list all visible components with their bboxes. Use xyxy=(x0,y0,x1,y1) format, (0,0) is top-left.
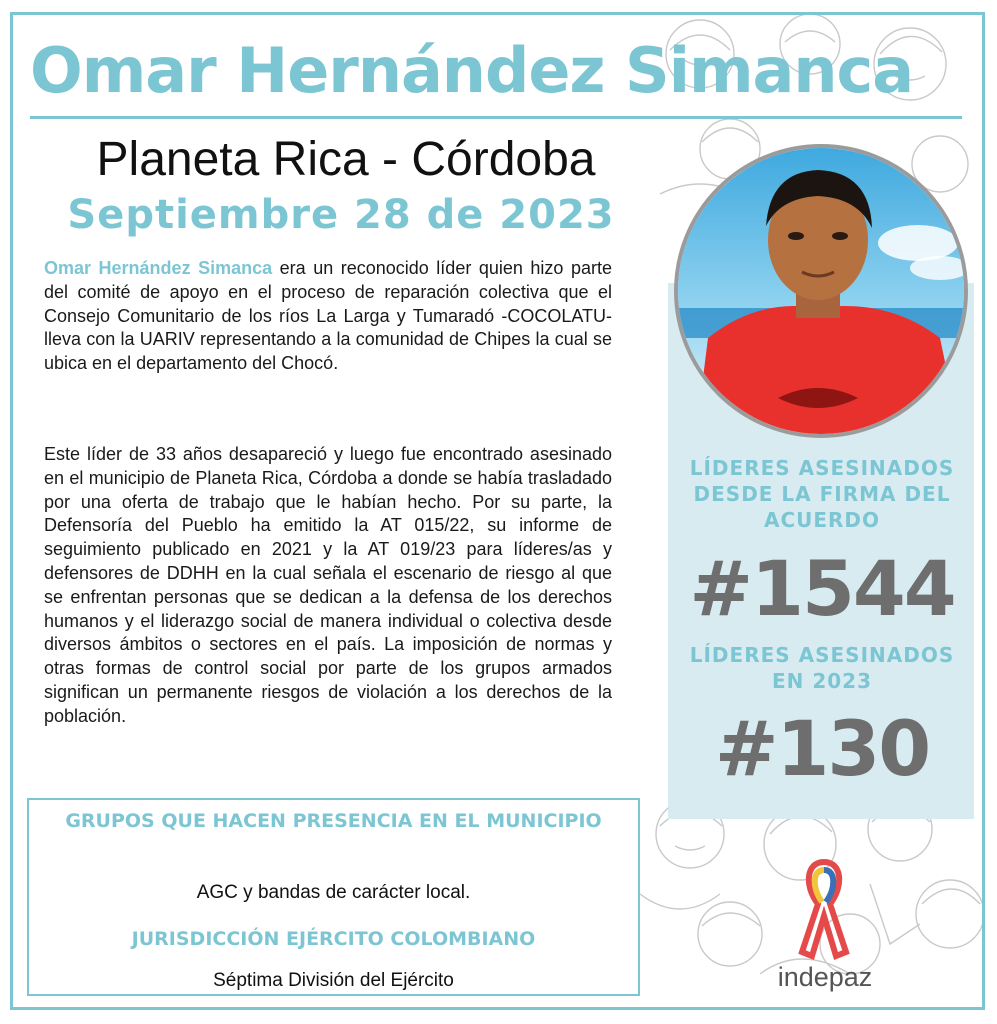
leader-name-title: Omar Hernández Simanca xyxy=(30,34,914,107)
portrait-illustration xyxy=(678,148,964,434)
armed-groups-heading: GRUPOS QUE HACEN PRESENCIA EN EL MUNICIPIO xyxy=(65,810,602,832)
article-paragraph-1-text: era un reconocido líder quien hizo parte del comité de apoyo en el proceso de reparación colectiva que el Consejo Comunitario de los ríos La Larga y Tumaradó -COCOLATU- lleva con la UARIV representando a la comunidad de Chipes la cual se ubica en el departamento del Chocó. xyxy=(44,258,612,374)
jurisdiction-value: Séptima División del Ejército xyxy=(213,970,454,991)
article-paragraph-2: Este líder de 33 años desapareció y luego fue encontrado asesinado en el municipio de Planeta Rica, Córdoba a donde se había trasladado por una oferta de trabajo que le habían hecho. Por su parte, la Defensoría del Pueblo ha emitido la AT 015/22, su informe de seguimiento publicado en 2021 y la AT 019/23 para líderes/as y defensores de DDHH en la cual señala el escenario de riesgo al que se enfrentan personas que se dedican a la defensa de los derechos humanos y el liderazgo social de manera individual o colectiva desde diversos ámbitos o sectores en el país. La imposición de normas y otras formas de control social por parte de los grupos armados significan un permanente riesgos de violación a los derechos de la población. xyxy=(44,444,612,726)
stat-value-2023: #130 xyxy=(714,704,930,793)
ribbon-logo-icon xyxy=(796,852,852,960)
indepaz-logo-text: indepaz xyxy=(777,962,873,992)
location-heading: Planeta Rica - Córdoba xyxy=(96,133,596,186)
article-name-highlight: Omar Hernández Simanca xyxy=(44,258,273,278)
armed-groups-value: AGC y bandas de carácter local. xyxy=(196,882,471,903)
date-heading: Septiembre 28 de 2023 xyxy=(67,192,615,238)
info-box xyxy=(27,798,640,996)
stat-label-2023: LÍDERES ASESINADOS EN 2023 xyxy=(689,643,955,693)
stat-value-since-agreement: #1544 xyxy=(689,544,955,633)
article-paragraph-1 xyxy=(44,257,612,376)
stat-label-since-agreement: LÍDERES ASESINADOS DESDE LA FIRMA DEL ACUERDO xyxy=(689,456,955,532)
jurisdiction-heading: JURISDICCIÓN EJÉRCITO COLOMBIANO xyxy=(131,928,536,950)
leader-photo xyxy=(674,144,968,438)
title-divider xyxy=(30,116,962,119)
